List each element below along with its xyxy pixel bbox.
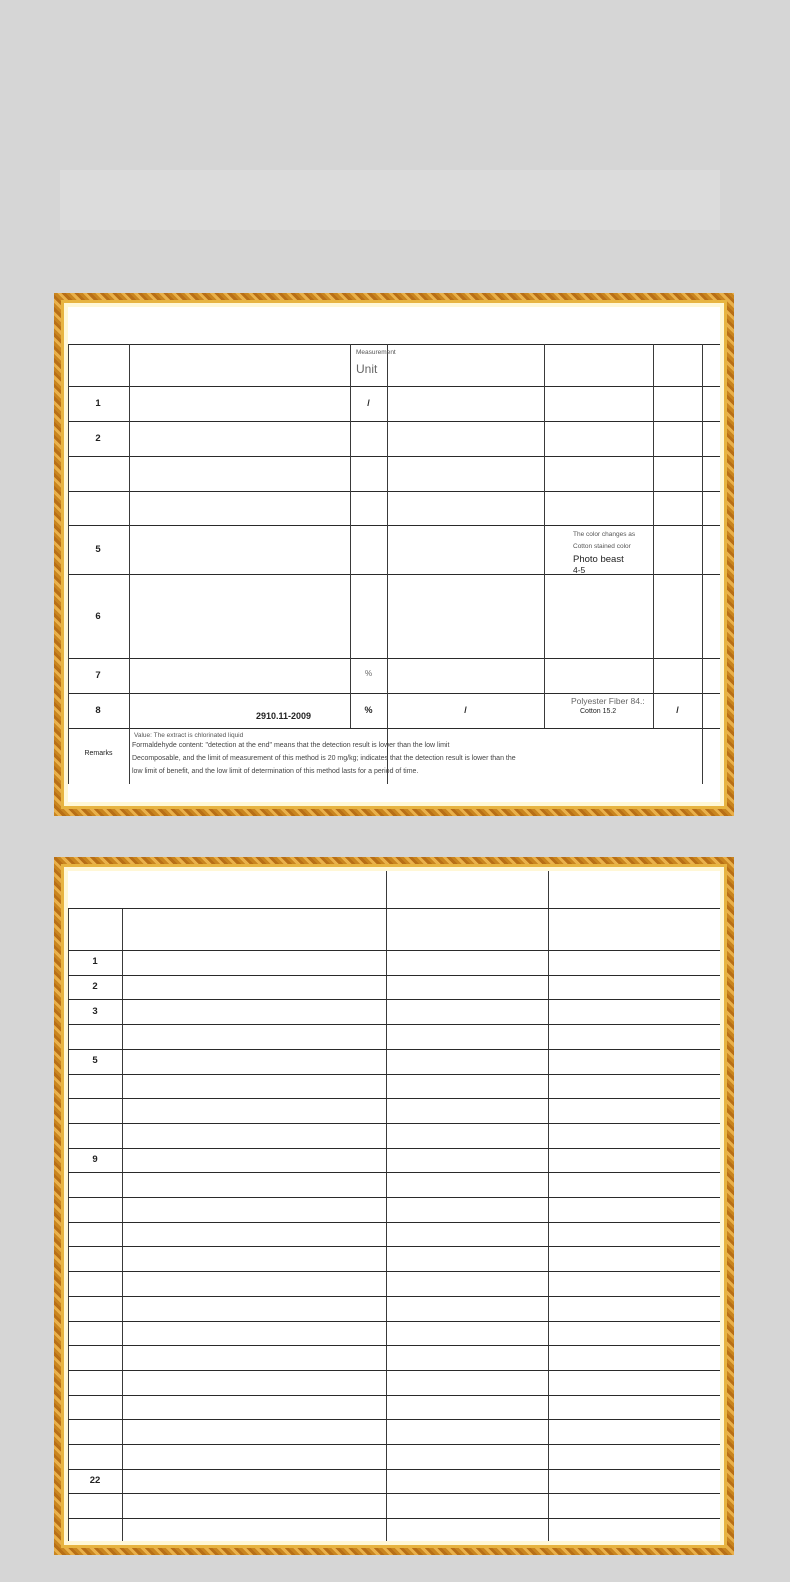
header-measurement: Measurement <box>356 349 396 356</box>
table-line <box>68 344 720 345</box>
row5-result-line2: Cotton stained color <box>573 543 631 550</box>
table-line <box>68 1518 720 1519</box>
table-line <box>68 491 720 492</box>
remarks-line1: Formaldehyde content: "detection at the end" means that the detection result is lower than the low limit <box>132 742 450 749</box>
row8-result-line2: Cotton 15.2 <box>580 708 617 715</box>
row-number: 7 <box>95 670 101 681</box>
frame-inner-1 <box>61 300 727 809</box>
frame-inner-2 <box>61 864 727 1548</box>
table-line <box>68 1148 720 1149</box>
table-line <box>68 1419 720 1420</box>
table-line <box>68 456 720 457</box>
row-number: 6 <box>95 611 101 622</box>
table-line <box>68 1493 720 1494</box>
row8-judgement: / <box>676 705 679 715</box>
row-number: 1 <box>95 398 101 409</box>
table-line <box>68 1271 720 1272</box>
table-line <box>68 1296 720 1297</box>
table-vline <box>68 344 69 784</box>
table-line <box>68 421 720 422</box>
remarks-line0: Value: The extract is chlorinated liquid <box>134 732 244 739</box>
table-vline <box>386 871 387 1541</box>
remarks-label: Remarks <box>84 750 113 757</box>
table-line <box>68 1049 720 1050</box>
row8-result-line1: Polyester Fiber 84.: <box>571 696 645 706</box>
table-line <box>68 1370 720 1371</box>
table-vline <box>544 344 545 728</box>
table-line <box>68 1444 720 1445</box>
document-frame-1 <box>54 293 734 816</box>
table-vline <box>387 344 388 784</box>
table-line <box>68 658 720 659</box>
row-number: 5 <box>92 1055 98 1067</box>
table-line <box>68 1222 720 1223</box>
table-line <box>68 386 720 387</box>
row-unit: % <box>364 705 373 715</box>
table-line <box>68 574 720 575</box>
row-number: 3 <box>92 1005 98 1017</box>
row-number: 1 <box>92 956 98 968</box>
document-page-2 <box>68 871 720 1541</box>
remarks-line2: Decomposable, and the limit of measurement of this method is 20 mg/kg; indicates that the detection result is lower than the <box>132 755 516 762</box>
row5-result-line3: Photo beast <box>573 554 624 565</box>
table-line <box>68 1172 720 1173</box>
table-vline <box>68 908 69 1541</box>
row5-result-line4: 4-5 <box>573 565 586 575</box>
table-line <box>68 1321 720 1322</box>
row-number: 2 <box>92 981 98 993</box>
row-number: 8 <box>95 705 101 716</box>
table-line <box>68 1395 720 1396</box>
row-unit: % <box>364 669 373 678</box>
row8-test-value: / <box>464 705 467 715</box>
table-line <box>68 1074 720 1075</box>
table-vline <box>548 871 549 1541</box>
table-line <box>68 1024 720 1025</box>
row-number: 9 <box>92 1153 98 1165</box>
table-line <box>68 908 720 909</box>
table-line <box>68 1246 720 1247</box>
row-number: 22 <box>89 1475 101 1487</box>
document-page-1 <box>68 307 720 802</box>
table-line <box>68 1098 720 1099</box>
table-vline <box>653 344 654 728</box>
table-vline <box>702 344 703 784</box>
table-line <box>68 999 720 1000</box>
table-vline <box>122 908 123 1541</box>
table-line <box>68 1197 720 1198</box>
row-number: 5 <box>95 544 101 555</box>
row-unit: / <box>367 398 370 408</box>
row5-result-line1: The color changes as <box>573 531 636 538</box>
table-line <box>68 1345 720 1346</box>
document-frame-2 <box>54 857 734 1555</box>
row-number: 2 <box>95 433 101 444</box>
blurred-header-band <box>60 170 720 230</box>
table-line <box>68 1469 720 1470</box>
table-line <box>68 950 720 951</box>
table-line <box>68 1123 720 1124</box>
table-line <box>68 975 720 976</box>
remarks-line3: low limit of benefit, and the low limit of determination of this method lasts for a period of time. <box>132 768 419 775</box>
table-line <box>68 728 720 729</box>
table-line <box>68 693 720 694</box>
header-unit: Unit <box>356 362 378 376</box>
table-line <box>68 525 720 526</box>
row8-standard: 2910.11-2009 <box>256 711 312 721</box>
table-vline <box>129 344 130 784</box>
